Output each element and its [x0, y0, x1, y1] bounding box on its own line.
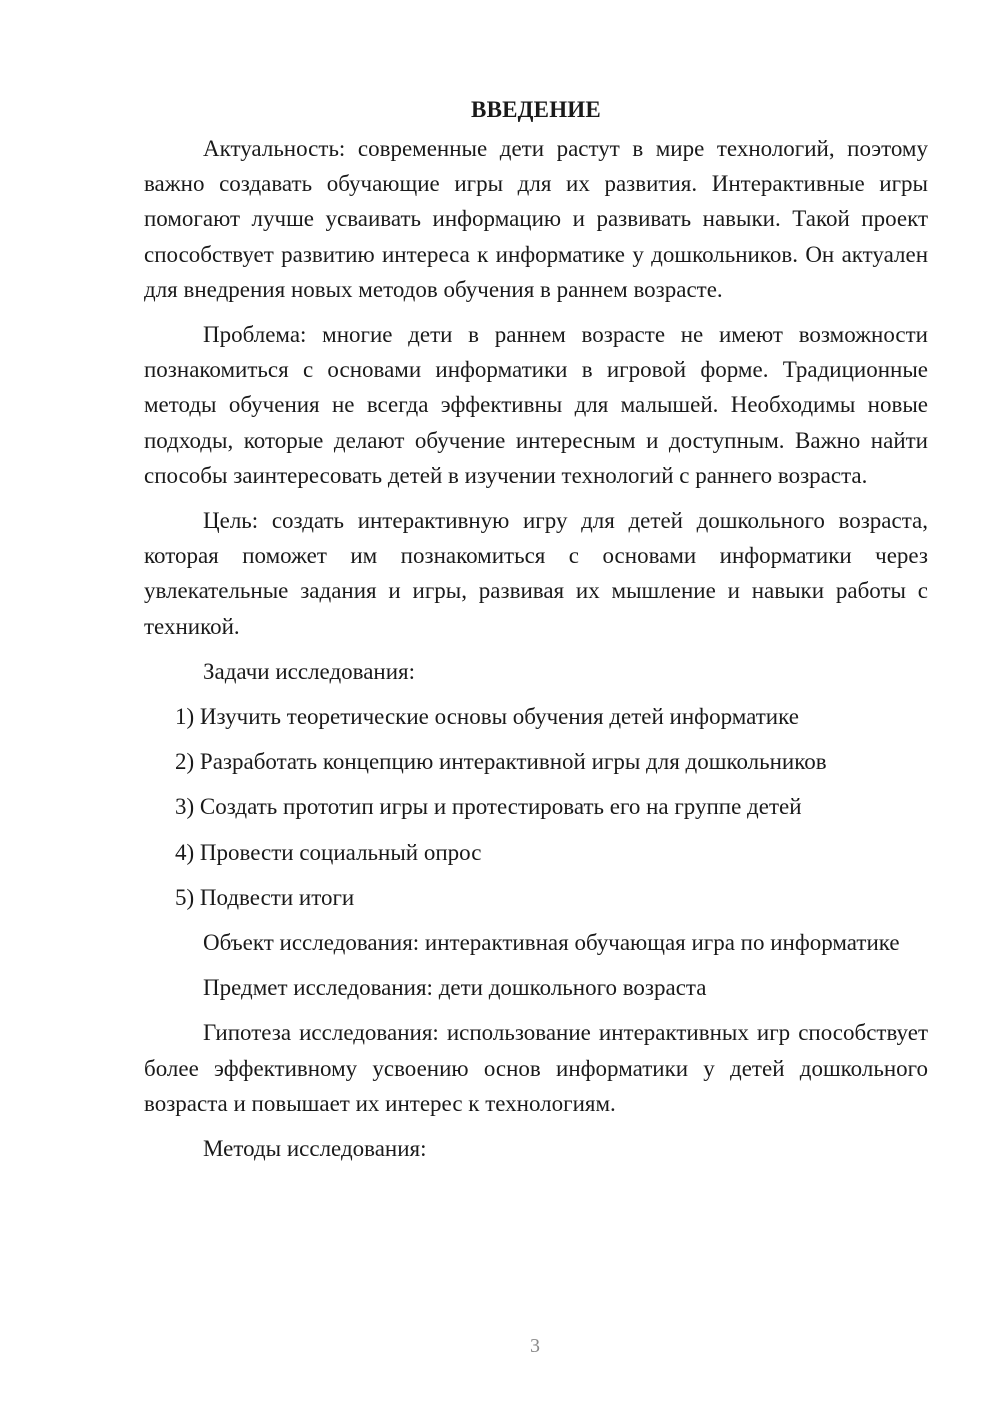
list-item: 2) Разработать концепцию интерактивной игры для дошкольников — [175, 749, 827, 775]
page-content — [144, 92, 928, 1176]
list-item: 5) Подвести итоги — [175, 884, 355, 910]
section-title: ВВЕДЕНИЕ — [471, 97, 601, 122]
paragraph-hypothesis: Гипотеза исследования: использование интерактивных игр способствует более эффективному усвоению основ информатики у детей дошкольного возраста и повышает их интерес к технологиям. — [144, 1020, 928, 1116]
paragraph-goal: Цель: создать интерактивную игру для детей дошкольного возраста, которая поможет им познакомиться с основами информатики через увлекательные задания и игры, развивая их мышление и навыки работы с техникой. — [144, 508, 928, 639]
list-item: 3) Создать прототип игры и протестировать его на группе детей — [175, 794, 802, 820]
list-item: 1) Изучить теоретические основы обучения детей информатике — [175, 704, 799, 730]
tasks-heading: Задачи исследования: — [203, 658, 416, 684]
page-number: 3 — [530, 1335, 540, 1357]
methods-heading: Методы исследования: — [203, 1136, 427, 1162]
paragraph-subject: Предмет исследования: дети дошкольного возраста — [203, 975, 707, 1001]
paragraph-object: Объект исследования: интерактивная обучающая игра по информатике — [203, 930, 900, 956]
paragraph-relevance: Актуальность: современные дети растут в мире технологий, поэтому важно создавать обучающие игры для их развития. Интерактивные игры помогают лучше усваивать информацию и развивать навыки. Такой проект способствует развитию интереса к информатике у дошкольников. Он актуален для внедрения новых методов обучения в раннем возрасте. — [144, 136, 928, 302]
paragraph-problem: Проблема: многие дети в раннем возрасте не имеют возможности познакомиться с основами информатики в игровой форме. Традиционные методы обучения не всегда эффективны для малышей. Необходимы новые подходы, которые делают обучение интересным и доступным. Важно найти способы заинтересовать детей в изучении технологий с раннего возраста. — [144, 322, 928, 488]
tasks-list — [144, 699, 928, 915]
list-item: 4) Провести социальный опрос — [175, 839, 482, 865]
